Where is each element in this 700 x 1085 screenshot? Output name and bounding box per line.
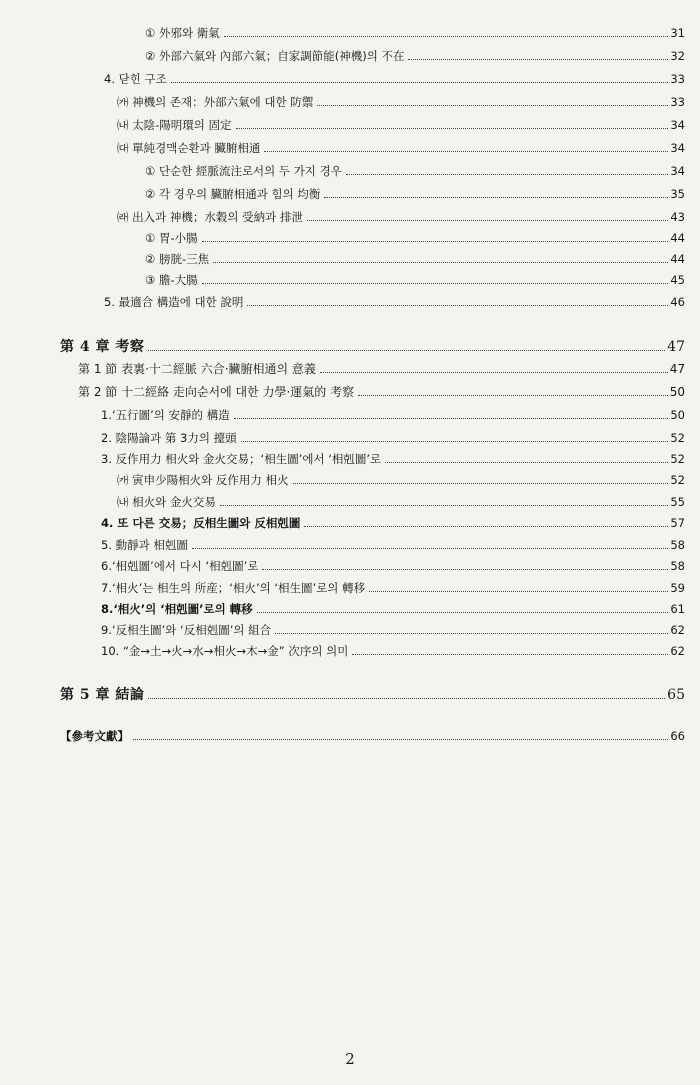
dot-leader (304, 526, 668, 527)
toc-label: 4. 닫힌 구조 (104, 72, 167, 86)
toc-entry (101, 446, 685, 466)
dot-leader (192, 548, 668, 549)
dot-leader (148, 698, 665, 699)
toc-page-number: 62 (670, 644, 685, 658)
dot-leader (262, 569, 668, 570)
toc-label: ① 단순한 經脈流注로서의 두 가지 경우 (145, 164, 342, 178)
toc-label: ② 外部六氣와 內部六氣；自家調節能(神機)의 不在 (145, 49, 405, 63)
toc-entry (101, 510, 685, 530)
toc-entry (101, 596, 685, 616)
toc-entry (145, 267, 685, 287)
toc-label: ㈐ 單純경맥순환과 臟腑相通 (117, 141, 261, 155)
toc-page-number: 34 (670, 118, 685, 132)
toc-entry (117, 112, 685, 132)
toc-label: 第 2 節 十二經絡 走向순서에 대한 力學·運氣的 考察 (78, 385, 355, 399)
toc-page-number: 50 (669, 385, 685, 399)
toc-label: 第 5 章 結論 (60, 687, 145, 703)
dot-leader (317, 105, 668, 106)
toc-page-number: 58 (670, 538, 685, 552)
toc-page-number: 34 (670, 141, 685, 155)
toc-page-number: 47 (669, 362, 685, 376)
toc-label: 7.‘相火’는 相生의 所産；‘相火’의 ‘相生圖’로의 轉移 (101, 581, 366, 595)
toc-entry (145, 246, 685, 266)
toc-page-number: 45 (670, 273, 685, 287)
toc-page-number: 52 (670, 452, 685, 466)
toc-page-number: 66 (670, 729, 685, 743)
toc-label: ㈏ 相火와 金火交易 (117, 495, 216, 509)
toc-page-number: 61 (670, 602, 685, 616)
toc-entry (145, 225, 685, 245)
dot-leader (324, 197, 668, 198)
toc-page-number: 35 (670, 187, 685, 201)
toc-label: ㈎ 神機의 존재：外部六氣에 대한 防禦 (117, 95, 314, 109)
toc-entry (145, 158, 685, 178)
dot-leader (408, 59, 668, 60)
toc-label: 1.‘五行圖’의 安靜的 構造 (101, 408, 230, 422)
toc-entry (101, 532, 685, 552)
toc-entry (104, 289, 685, 309)
toc-page-number: 65 (667, 687, 685, 703)
toc-section-entry (78, 356, 685, 376)
dot-leader (213, 262, 668, 263)
toc-page-number: 31 (670, 26, 685, 40)
dot-leader (202, 241, 669, 242)
toc-label: 5. 動靜과 相剋圖 (101, 538, 188, 552)
toc-label: 6.‘相剋圖’에서 다시 ‘相剋圖’로 (101, 559, 259, 573)
dot-leader (293, 483, 669, 484)
toc-references-entry (60, 723, 685, 743)
toc-page-number: 58 (670, 559, 685, 573)
toc-label: 3. 反作用力 相火와 金火交易；‘相生圖’에서 ‘相剋圖’로 (101, 452, 382, 466)
dot-leader (247, 305, 668, 306)
toc-entry (101, 575, 685, 595)
toc-page-number: 34 (670, 164, 685, 178)
toc-chapter-entry (60, 330, 685, 354)
toc-label: 第 4 章 考察 (60, 339, 145, 355)
dot-leader (224, 36, 669, 37)
dot-leader (352, 654, 668, 655)
toc-page-number: 50 (670, 408, 685, 422)
toc-entry (117, 135, 685, 155)
toc-label: 9.‘反相生圖’와 ‘反相剋圖’의 組合 (101, 623, 272, 637)
dot-leader (234, 418, 669, 419)
toc-entry (101, 425, 685, 445)
toc-entry (145, 20, 685, 40)
toc-label: 【參考文獻】 (60, 729, 129, 743)
toc-entry (145, 43, 685, 63)
toc-page-number: 59 (670, 581, 685, 595)
toc-chapter-entry (60, 678, 685, 702)
dot-leader (275, 633, 668, 634)
dot-leader (133, 739, 668, 740)
toc-entry (117, 204, 685, 224)
toc-label: ㈑ 出入과 神機；水穀의 受納과 排泄 (117, 210, 303, 224)
toc-page-number: 32 (670, 49, 685, 63)
dot-leader (202, 283, 669, 284)
toc-entry (117, 89, 685, 109)
toc-label: ㈏ 太陰-陽明環의 固定 (117, 118, 232, 132)
toc-label: 5. 最適合 構造에 대한 說明 (104, 295, 244, 309)
toc-label: ㈎ 寅申少陽相火와 反作用力 相火 (117, 473, 289, 487)
toc-page-number: 57 (670, 516, 685, 530)
toc-page-number: 47 (667, 339, 685, 355)
toc-entry (101, 638, 685, 658)
dot-leader (241, 441, 669, 442)
dot-leader (346, 174, 669, 175)
toc-label: ① 胃-小腸 (145, 231, 198, 245)
toc-label: 10. “金→土→火→水→相火→木→金” 次序의 의미 (101, 644, 349, 658)
dot-leader (369, 591, 668, 592)
toc-page-number: 43 (670, 210, 685, 224)
toc-page-number: 55 (670, 495, 685, 509)
toc-label: ② 각 경우의 臟腑相通과 힘의 均衡 (145, 187, 321, 201)
dot-leader (385, 462, 668, 463)
toc-entry (145, 181, 685, 201)
dot-leader (171, 82, 669, 83)
toc-label: ② 膀胱-三焦 (145, 252, 210, 266)
page-number-footer: 2 (345, 1050, 355, 1068)
toc-page-number: 44 (670, 252, 685, 266)
toc-page-number: 46 (670, 295, 685, 309)
toc-label: ③ 膽-大腸 (145, 273, 198, 287)
dot-leader (148, 350, 665, 351)
toc-page-number: 33 (670, 72, 685, 86)
dot-leader (257, 612, 669, 613)
toc-page-number: 33 (670, 95, 685, 109)
dot-leader (307, 220, 668, 221)
toc-entry (117, 467, 685, 487)
dot-leader (264, 151, 668, 152)
toc-page-number: 52 (670, 431, 685, 445)
toc-label: ① 外邪와 衛氣 (145, 26, 220, 40)
dot-leader (220, 505, 668, 506)
dot-leader (236, 128, 669, 129)
toc-entry (101, 617, 685, 637)
toc-entry (101, 402, 685, 422)
toc-entry (117, 489, 685, 509)
toc-page-number: 62 (670, 623, 685, 637)
toc-label: 8.‘相火’의 ‘相剋圖’로의 轉移 (101, 602, 253, 616)
toc-page-number: 52 (670, 473, 685, 487)
toc-label: 4. 또 다른 交易；反相生圖와 反相剋圖 (101, 516, 301, 530)
toc-label: 2. 陰陽論과 第 3力의 擡頭 (101, 431, 237, 445)
toc-page-number: 44 (670, 231, 685, 245)
toc-entry (101, 553, 685, 573)
toc-section-entry (78, 379, 685, 399)
toc-entry (104, 66, 685, 86)
dot-leader (358, 395, 668, 396)
toc-label: 第 1 節 表裏·十二經脈 六合·臟腑相通의 意義 (78, 362, 316, 376)
dot-leader (320, 372, 668, 373)
